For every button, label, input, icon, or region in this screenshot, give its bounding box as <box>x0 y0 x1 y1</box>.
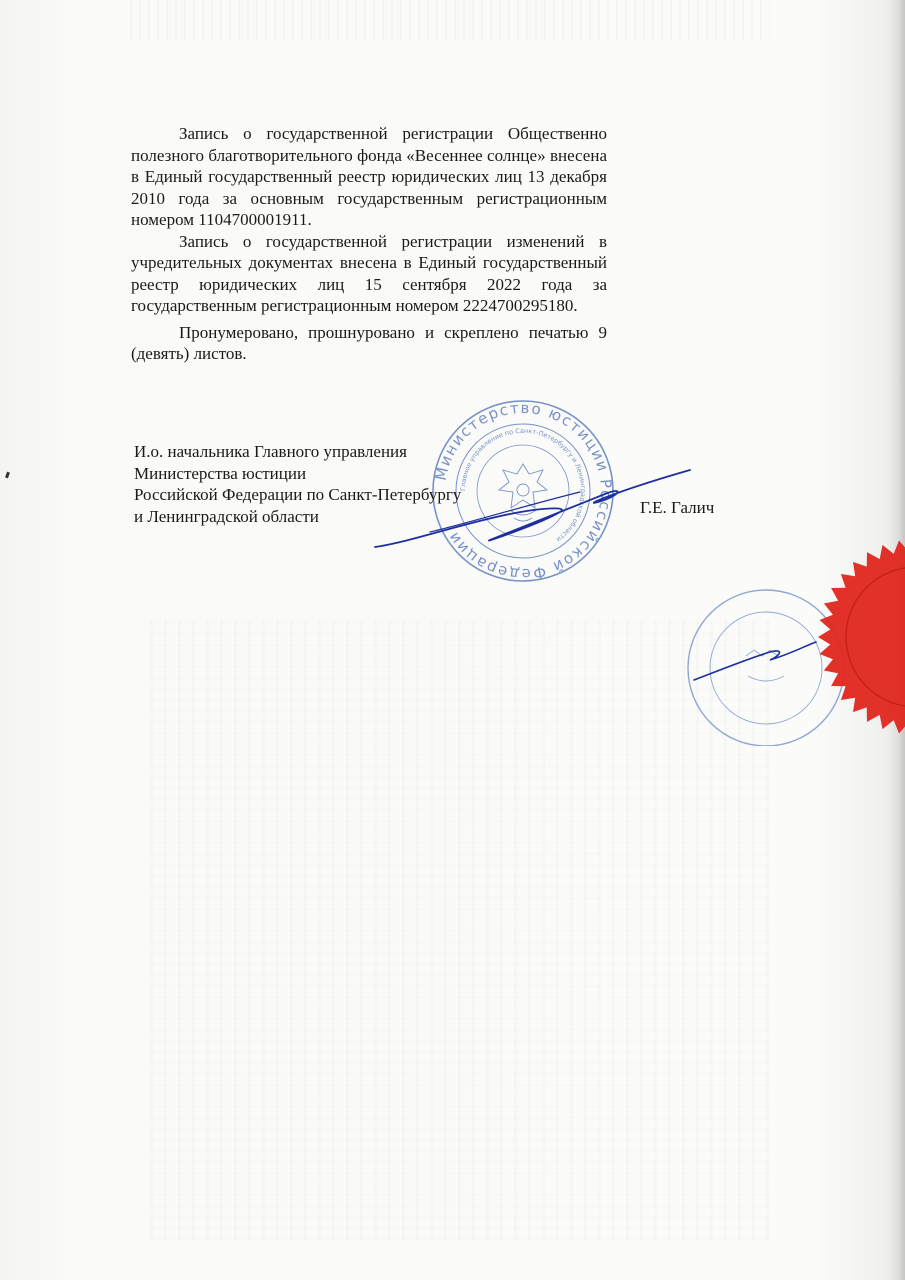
svg-text:Главное управление по Санкт-Пе: Главное управление по Санкт-Петербургу и Ленинградской области <box>458 426 588 544</box>
paragraph-registration: Запись о государственной регистрации Общественно полезного благотворительного фонда «Весеннее солнце» внесена в Единый государственный реестр юридических лиц 13 декабря 2010 года за основным государственным регистрационным номером 1104700001911. <box>131 124 607 229</box>
svg-text:Министерство юстиции Российско: Министерство юстиции Российской Федерации <box>431 398 616 584</box>
signer-position-line3: Российской Федерации по Санкт-Петербургу <box>134 485 462 504</box>
paragraph-changes: Запись о государственной регистрации изменений в учредительных документах внесена в Единый государственный реестр юридических лиц 15 сентября 2022 года за государственным регистрационным номером 2224700295180. <box>131 231 607 315</box>
signer-name: Г.Е. Галич <box>640 498 715 517</box>
paragraph-sheets: Пронумеровано, прошнуровано и скреплено печатью 9 (девять) листов. <box>131 322 607 363</box>
show-through-top <box>130 0 770 40</box>
signature-block <box>134 441 654 527</box>
signer-position-line2: Министерства юстиции <box>134 463 307 483</box>
registration-text <box>131 123 607 365</box>
signer-position-line1: И.о. начальника Главного управления <box>134 442 407 461</box>
signer-position-line4: и Ленинградской области <box>134 506 319 526</box>
binding-signature <box>690 636 820 686</box>
wax-seal <box>816 532 905 742</box>
scan-speck <box>5 472 10 479</box>
